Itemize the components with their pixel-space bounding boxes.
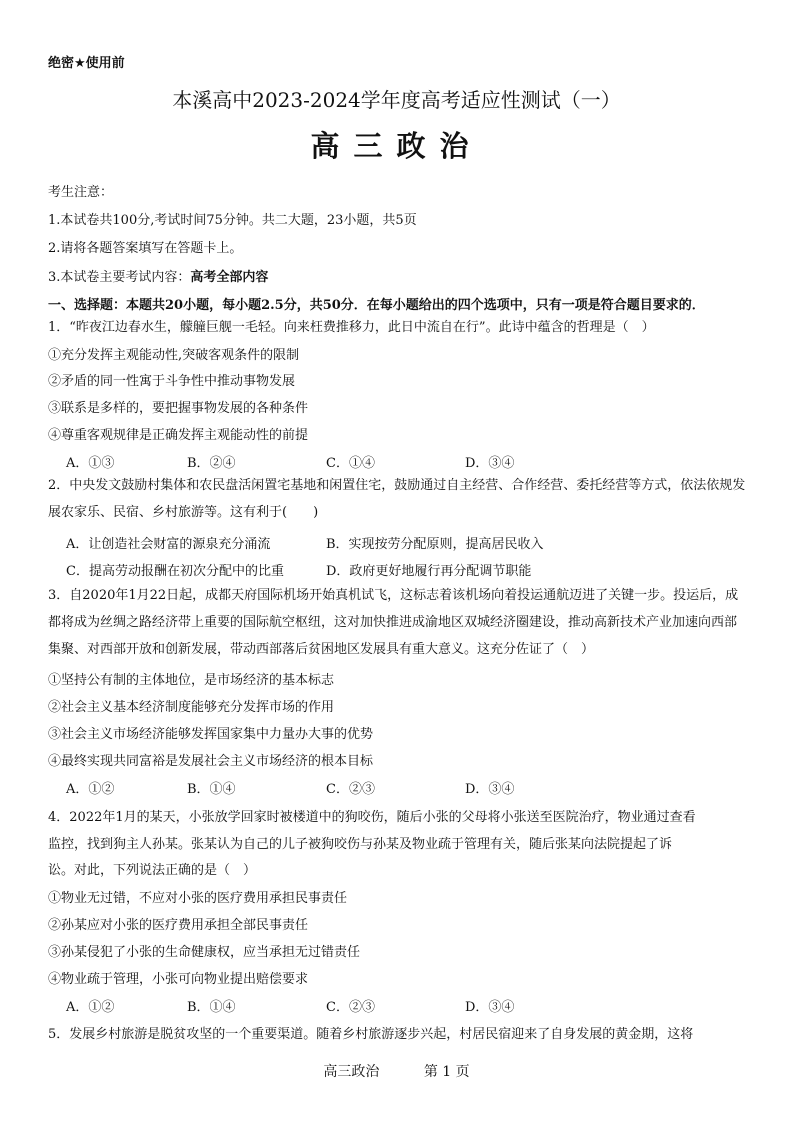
q4-option-a: A．①②	[66, 1000, 115, 1015]
q1-option-d: D．③④	[465, 456, 515, 471]
q2-option-d: D．政府更好地履行再分配调节职能	[326, 564, 532, 579]
q1-stem: 1．“昨夜江边春水生，艨艟巨舰一毛轻。向来枉费推移力，此日中流自在行”。此诗中蕴含的哲理是（ ）	[48, 320, 655, 335]
q2-option-b: B．实现按劳分配原则，提高居民收入	[326, 537, 544, 552]
subject-title: 高三政治	[310, 129, 483, 163]
notice-item-2: 2.请将各题答案填写在答题卡上。	[48, 241, 243, 256]
q1-option-b: B．②④	[187, 456, 236, 471]
q4-option-d: D．③④	[465, 1000, 515, 1015]
q1-option-c: C．①④	[326, 456, 375, 471]
q3-stem: 3．自2020年1月22日起，成都天府国际机场开始真机试飞，这标志着该机场向着投运通航迈进了关键一步。投运后，成都将成为丝绸之路经济带上重要的国际航空枢纽，这对加快推进成渝地区双城经济圈建设，推动高新技术产业加速向西部集聚、对西部开放和创新发展，带动西部落后贫困地区发展具有重大意义。这充分佐证了（ ）	[48, 588, 739, 657]
footer-subject: 高三政治	[323, 1064, 380, 1080]
page-footer	[0, 1061, 793, 1081]
q1-item-2: ②矛盾的同一性寓于斗争性中推动事物发展	[48, 374, 296, 389]
q4-item-1: ①物业无过错，不应对小张的医疗费用承担民事责任	[48, 891, 348, 906]
q1-item-4: ④尊重客观规律是正确发挥主观能动性的前提	[48, 428, 309, 443]
notice-heading: 考生注意：	[48, 185, 114, 200]
q3-item-3: ③社会主义市场经济能够发挥国家集中力量办大事的优势	[48, 727, 374, 742]
q4-option-c: C．②③	[326, 1000, 375, 1015]
section-heading: 一、选择题：本题共20小题，每小题2.5分，共50分．在每小题给出的四个选项中，只有一项是符合题目要求的．	[48, 298, 705, 313]
q3-item-4: ④最终实现共同富裕是发展社会主义市场经济的根本目标	[48, 754, 374, 769]
confidential-label: 绝密★使用前	[48, 56, 125, 71]
q1-item-3: ③联系是多样的，要把握事物发展的各种条件	[48, 401, 309, 416]
q2-stem: 2．中央发文鼓励村集体和农民盘活闲置宅基地和闲置住宅，鼓励通过自主经营、合作经营、委托经营等方式，依法依规发展农家乐、民宿、乡村旅游等。这有利于( )	[48, 478, 746, 520]
notice-item-3	[48, 266, 268, 285]
q4-option-b: B．①④	[187, 1000, 236, 1015]
exam-title: 本溪高中2023-2024学年度高考适应性测试（一）	[172, 88, 621, 112]
notice-item-3-text: 3.本试卷主要考试内容：	[48, 270, 191, 285]
q3-option-b: B．①④	[187, 782, 236, 797]
q4-stem-line-3: 讼。对此，下列说法正确的是（ ）	[48, 863, 257, 878]
q1-item-1: ①充分发挥主观能动性,突破客观条件的限制	[48, 348, 300, 363]
q3-option-d: D．③④	[465, 782, 515, 797]
notice-item-1: 1.本试卷共100分,考试时间75分钟。共二大题，23小题，共5页	[48, 213, 417, 228]
q4-stem-line-1: 4．2022年1月的某天，小张放学回家时被楼道中的狗咬伤，随后小张的父母将小张送至医院治疗，物业通过查看	[48, 810, 696, 825]
q5-stem: 5．发展乡村旅游是脱贫攻坚的一个重要渠道。随着乡村旅游逐步兴起，村居民宿迎来了自身发展的黄金期，这将	[48, 1027, 694, 1042]
q3-option-a: A．①②	[66, 782, 115, 797]
q4-item-3: ③孙某侵犯了小张的生命健康权，应当承担无过错责任	[48, 945, 361, 960]
q3-item-1: ①坚持公有制的主体地位，是市场经济的基本标志	[48, 673, 335, 688]
q4-item-2: ②孙某应对小张的医疗费用承担全部民事责任	[48, 918, 309, 933]
q2-option-c: C．提高劳动报酬在初次分配中的比重	[66, 564, 284, 579]
notice-item-3-bold: 高考全部内容	[190, 270, 269, 285]
q4-stem-line-2: 监控，找到狗主人孙某。张某认为自己的儿子被狗咬伤与孙某及物业疏于管理有关，随后张某向法院提起了诉	[48, 837, 673, 852]
q1-option-a: A．①③	[66, 456, 115, 471]
q4-item-4: ④物业疏于管理，小张可向物业提出赔偿要求	[48, 972, 309, 987]
footer-page-number: 第 1 页	[423, 1064, 470, 1080]
q2-option-a: A．让创造社会财富的源泉充分涌流	[66, 537, 271, 552]
q3-item-2: ②社会主义基本经济制度能够充分发挥市场的作用	[48, 700, 335, 715]
q3-option-c: C．②③	[326, 782, 375, 797]
